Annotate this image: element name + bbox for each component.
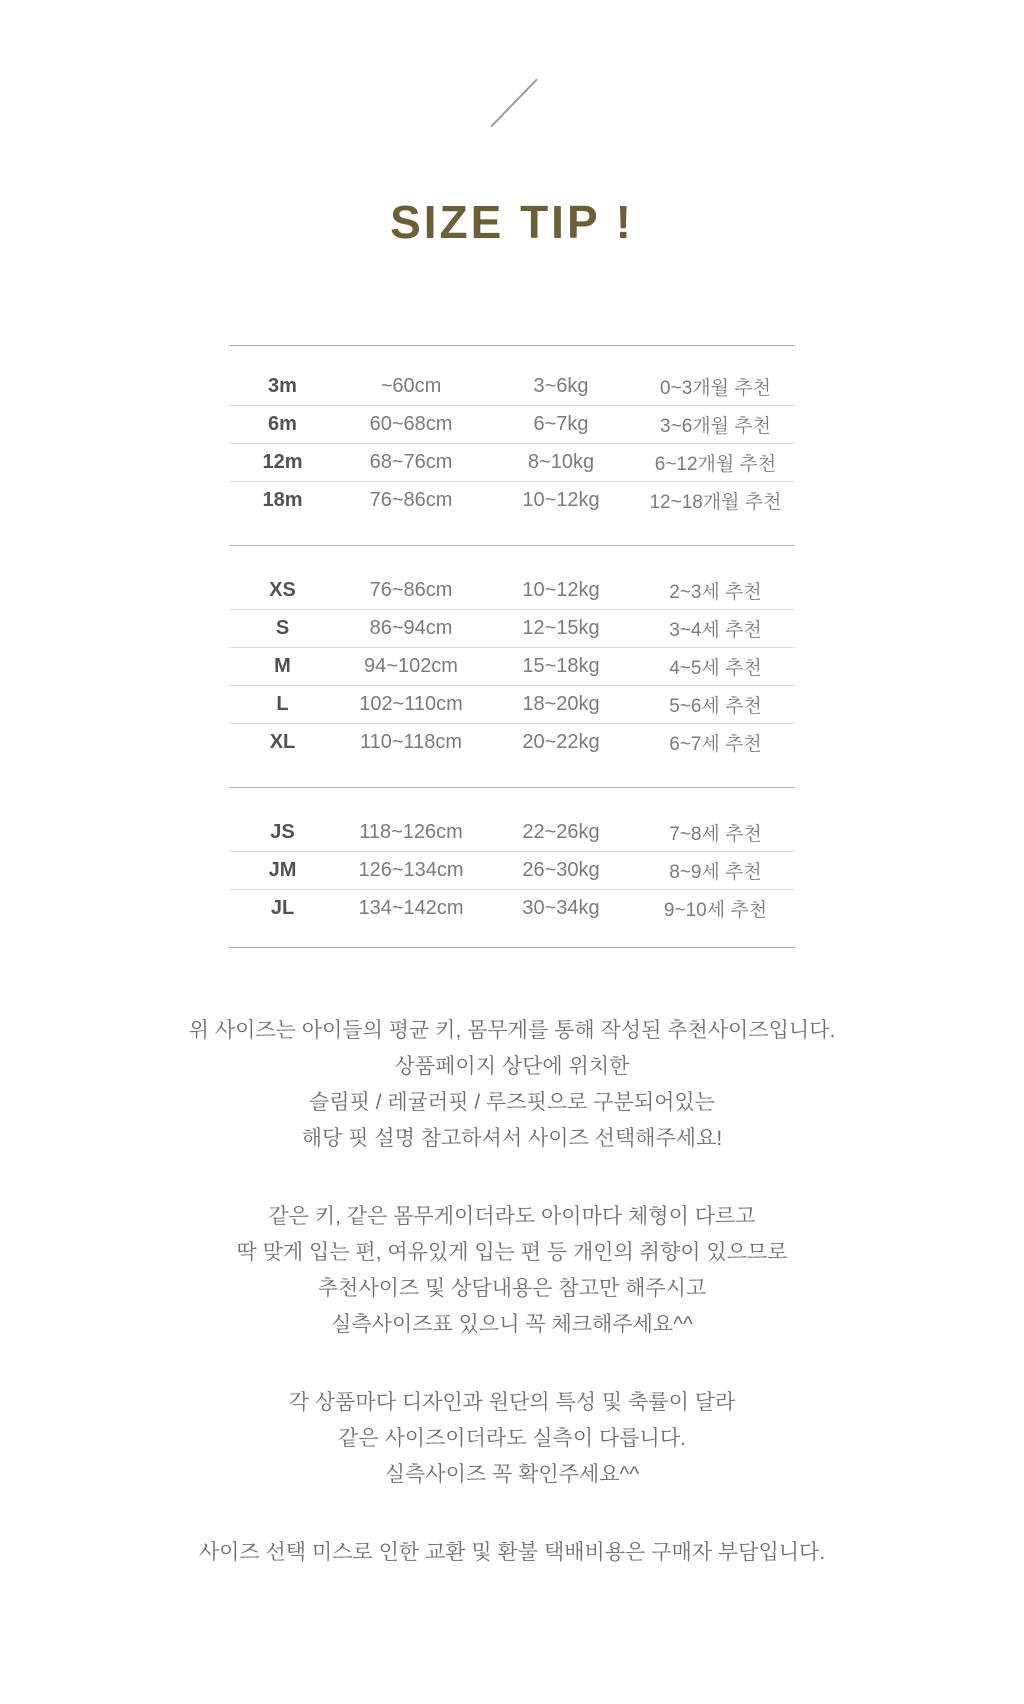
note-line: 각 상품마다 디자인과 원단의 특성 및 축률이 달라: [288, 1391, 736, 1414]
table-row: [229, 610, 795, 648]
cell-weight: 18~20kg: [522, 693, 600, 715]
cell-weight: 8~10kg: [527, 451, 595, 473]
note-paragraph: [0, 1199, 1024, 1343]
cell-age: 2~3세 추천: [669, 582, 762, 603]
cell-weight: 22~26kg: [522, 821, 600, 843]
note-line: 슬림핏 / 레귤러핏 / 루즈핏으로 구분되어있는: [309, 1091, 715, 1114]
size-table: [229, 345, 795, 948]
cell-size: M: [274, 655, 291, 677]
cell-age: 6~7세 추천: [669, 734, 762, 755]
note-paragraph: [0, 1535, 1024, 1571]
cell-age: 5~6세 추천: [669, 696, 762, 717]
cell-weight: 30~34kg: [522, 897, 600, 919]
table-row: [229, 572, 795, 610]
cell-height: 68~76cm: [369, 451, 453, 473]
cell-weight: 12~15kg: [522, 617, 600, 639]
cell-height: 102~110cm: [359, 693, 463, 715]
cell-size: 6m: [268, 413, 297, 435]
cell-weight: 20~22kg: [522, 731, 600, 753]
size-table-group: [229, 545, 795, 787]
cell-size: 18m: [262, 489, 303, 511]
note-line: 실측사이즈 꼭 확인주세요^^: [384, 1463, 640, 1486]
note-line: 같은 사이즈이더라도 실측이 다릅니다.: [338, 1427, 686, 1450]
size-table-group: [229, 346, 795, 545]
cell-height: 60~68cm: [369, 413, 453, 435]
table-row: [229, 482, 795, 519]
table-row: [229, 890, 795, 927]
cell-size: JL: [270, 897, 295, 919]
table-row: [229, 368, 795, 406]
cell-age: 6~12개월 추천: [654, 454, 777, 475]
cell-size: JS: [270, 821, 295, 843]
cell-height: 86~94cm: [369, 617, 453, 639]
cell-size: 3m: [268, 375, 297, 397]
table-row: [229, 686, 795, 724]
cell-age: 12~18개월 추천: [649, 492, 782, 513]
table-row: [229, 814, 795, 852]
table-row: [229, 852, 795, 890]
cell-height: 76~86cm: [369, 489, 453, 511]
cell-age: 0~3개월 추천: [660, 378, 771, 399]
note-paragraph: [0, 1013, 1024, 1157]
cell-height: ~60cm: [380, 375, 442, 397]
cell-age: 8~9세 추천: [669, 862, 762, 883]
table-row: [229, 724, 795, 761]
note-line: 상품페이지 상단에 위치한: [394, 1055, 630, 1078]
cell-height: 134~142cm: [358, 897, 464, 919]
table-row: [229, 648, 795, 686]
cell-age: 4~5세 추천: [669, 658, 762, 679]
cell-size: 12m: [262, 451, 303, 473]
cell-weight: 10~12kg: [522, 579, 600, 601]
cell-size: XL: [269, 731, 296, 753]
note-line: 추천사이즈 및 상담내용은 참고만 해주시고: [317, 1277, 707, 1300]
cell-height: 126~134cm: [358, 859, 464, 881]
cell-height: 118~126cm: [359, 821, 463, 843]
cell-age: 3~4세 추천: [669, 620, 762, 641]
size-table-group: [229, 787, 795, 947]
note-line: 딱 맞게 입는 편, 여유있게 입는 편 등 개인의 취향이 있으므로: [236, 1241, 788, 1264]
note-line: 위 사이즈는 아이들의 평균 키, 몸무게를 통해 작성된 추천사이즈입니다.: [188, 1019, 836, 1042]
note-line: 같은 키, 같은 몸무게이더라도 아이마다 체형이 다르고: [268, 1205, 756, 1228]
cell-age: 9~10세 추천: [663, 900, 768, 921]
cell-weight: 10~12kg: [522, 489, 600, 511]
table-row: [229, 444, 795, 482]
cell-height: 94~102cm: [364, 655, 458, 677]
table-row: [229, 406, 795, 444]
cell-weight: 26~30kg: [522, 859, 600, 881]
cell-size: L: [276, 693, 289, 715]
note-line: 사이즈 선택 미스로 인한 교환 및 환불 택배비용은 구매자 부담입니다.: [198, 1541, 826, 1564]
cell-age: 3~6개월 추천: [660, 416, 771, 437]
diagonal-slash-icon: [490, 79, 537, 128]
page-title: SIZE TIP !: [390, 196, 634, 248]
note-paragraph: [0, 1385, 1024, 1493]
cell-size: JM: [268, 859, 297, 881]
size-notes: [0, 1013, 1024, 1571]
note-line: 해당 핏 설명 참고하셔서 사이즈 선택해주세요!: [301, 1127, 723, 1150]
cell-size: XS: [269, 579, 296, 601]
cell-size: S: [275, 617, 290, 639]
cell-age: 7~8세 추천: [669, 824, 762, 845]
note-line: 실측사이즈표 있으니 꼭 체크해주세요^^: [331, 1313, 693, 1336]
cell-height: 110~118cm: [359, 731, 463, 753]
cell-weight: 15~18kg: [522, 655, 600, 677]
cell-weight: 6~7kg: [533, 413, 589, 435]
cell-height: 76~86cm: [369, 579, 453, 601]
cell-weight: 3~6kg: [533, 375, 589, 397]
